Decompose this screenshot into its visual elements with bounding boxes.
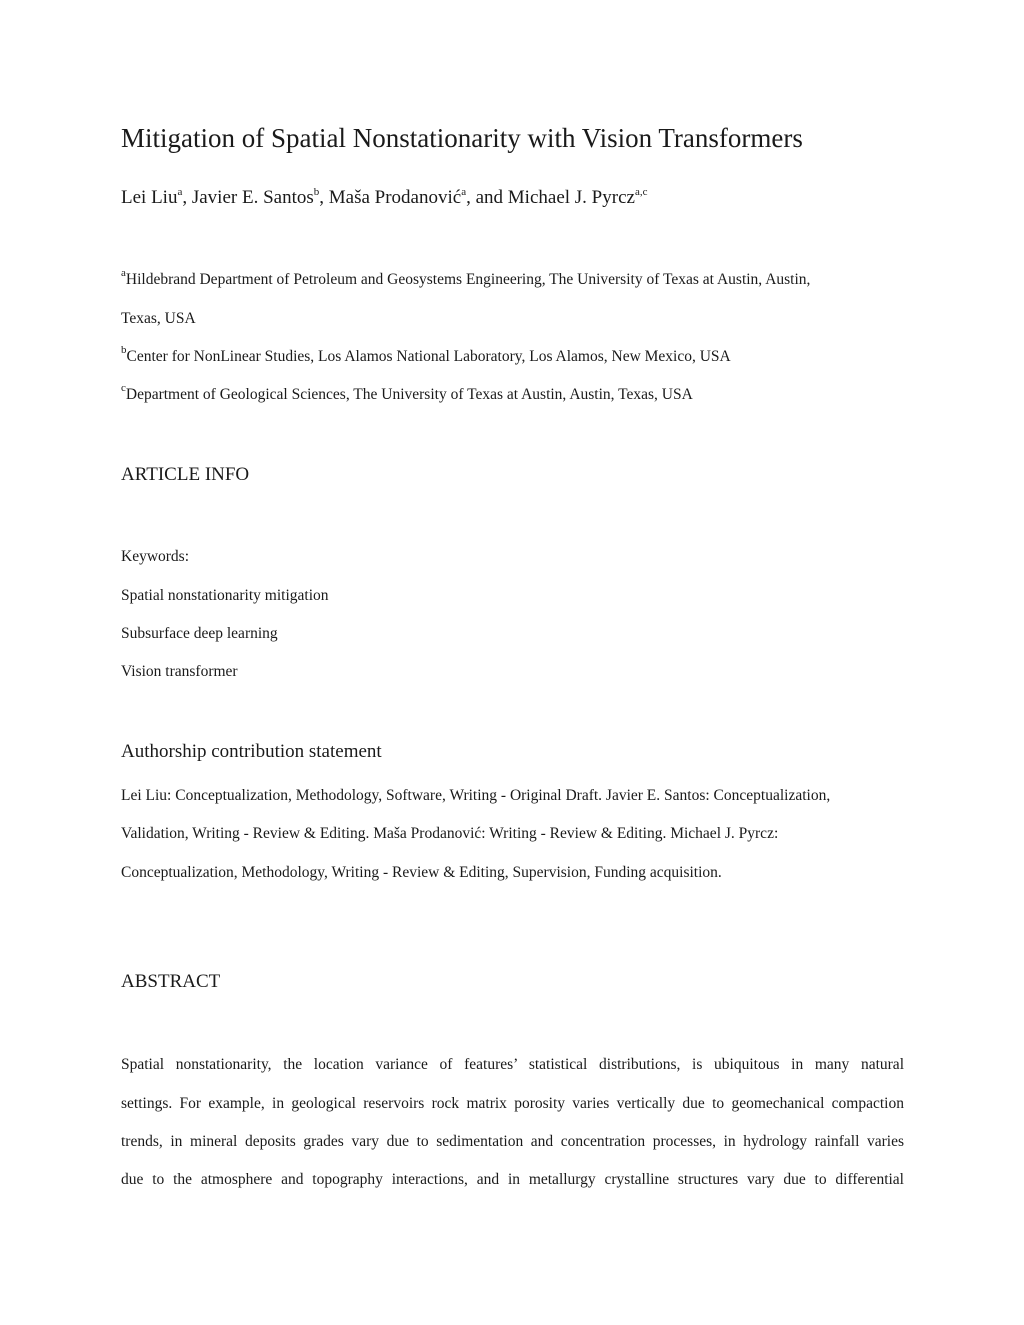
contribution-line: Conceptualization, Methodology, Writing - Review & Editing, Supervision, Funding acquisition. [121,864,722,881]
author-name: Michael J. Pyrcz [507,187,635,208]
affiliation-mark: a [121,267,126,279]
keyword-item: Spatial nonstationarity mitigation [121,587,329,604]
keyword-item: Vision transformer [121,663,238,680]
author-affiliation-mark: b [313,186,320,198]
abstract-line: settings. For example, in geological reservoirs rock matrix porosity varies vertically due to geomechanical compaction [121,1095,904,1112]
affiliation-text: Department of Geological Sciences, The University of Texas at Austin, Austin, Texas, USA [125,386,693,403]
author-name: Javier E. Santos [191,187,314,208]
keyword-item: Subsurface deep learning [121,625,278,642]
contribution-line: Lei Liu: Conceptualization, Methodology, Software, Writing - Original Draft. Javier E. Santos: Conceptualization, [121,787,831,804]
affiliation-text: Hildebrand Department of Petroleum and Geosystems Engineering, The University of Texas at Austin, Austin, [125,271,811,288]
affiliation-text: Center for NonLinear Studies, Los Alamos National Laboratory, Los Alamos, New Mexico, USA [126,348,731,365]
author-separator: , and [466,187,508,208]
affiliation-b [121,346,731,368]
affiliation-a [121,269,810,291]
abstract-line: trends, in mineral deposits grades vary due to sedimentation and concentration processes, in hydrology rainfall varies [121,1133,904,1150]
abstract-heading: ABSTRACT [121,971,221,992]
author-affiliation-mark: a [177,186,183,198]
abstract-line: Spatial nonstationarity, the location variance of features’ statistical distributions, is ubiquitous in many natural [121,1056,904,1073]
keywords-label: Keywords: [121,548,190,565]
affiliation-mark: b [121,344,127,356]
abstract-line: due to the atmosphere and topography interactions, and in metallurgy crystalline structures vary due to differential [121,1171,904,1188]
article-info-heading: ARTICLE INFO [121,464,250,485]
affiliation-a-continued: Texas, USA [121,310,196,327]
author-affiliation-mark: a [461,186,467,198]
author-separator: , [319,187,329,208]
author-name: Lei Liu [121,187,178,208]
author-list [121,185,647,211]
author-affiliation-mark: a,c [634,186,648,198]
contribution-heading: Authorship contribution statement [121,741,382,762]
affiliation-mark: c [121,382,126,394]
author-name: Maša Prodanović [328,187,462,208]
paper-title: Mitigation of Spatial Nonstationarity with Vision Transformers [121,123,803,153]
author-separator: , [182,187,192,208]
contribution-line: Validation, Writing - Review & Editing. Maša Prodanović: Writing - Review & Editing. Michael J. Pyrcz: [121,825,779,842]
affiliation-c [121,384,693,406]
